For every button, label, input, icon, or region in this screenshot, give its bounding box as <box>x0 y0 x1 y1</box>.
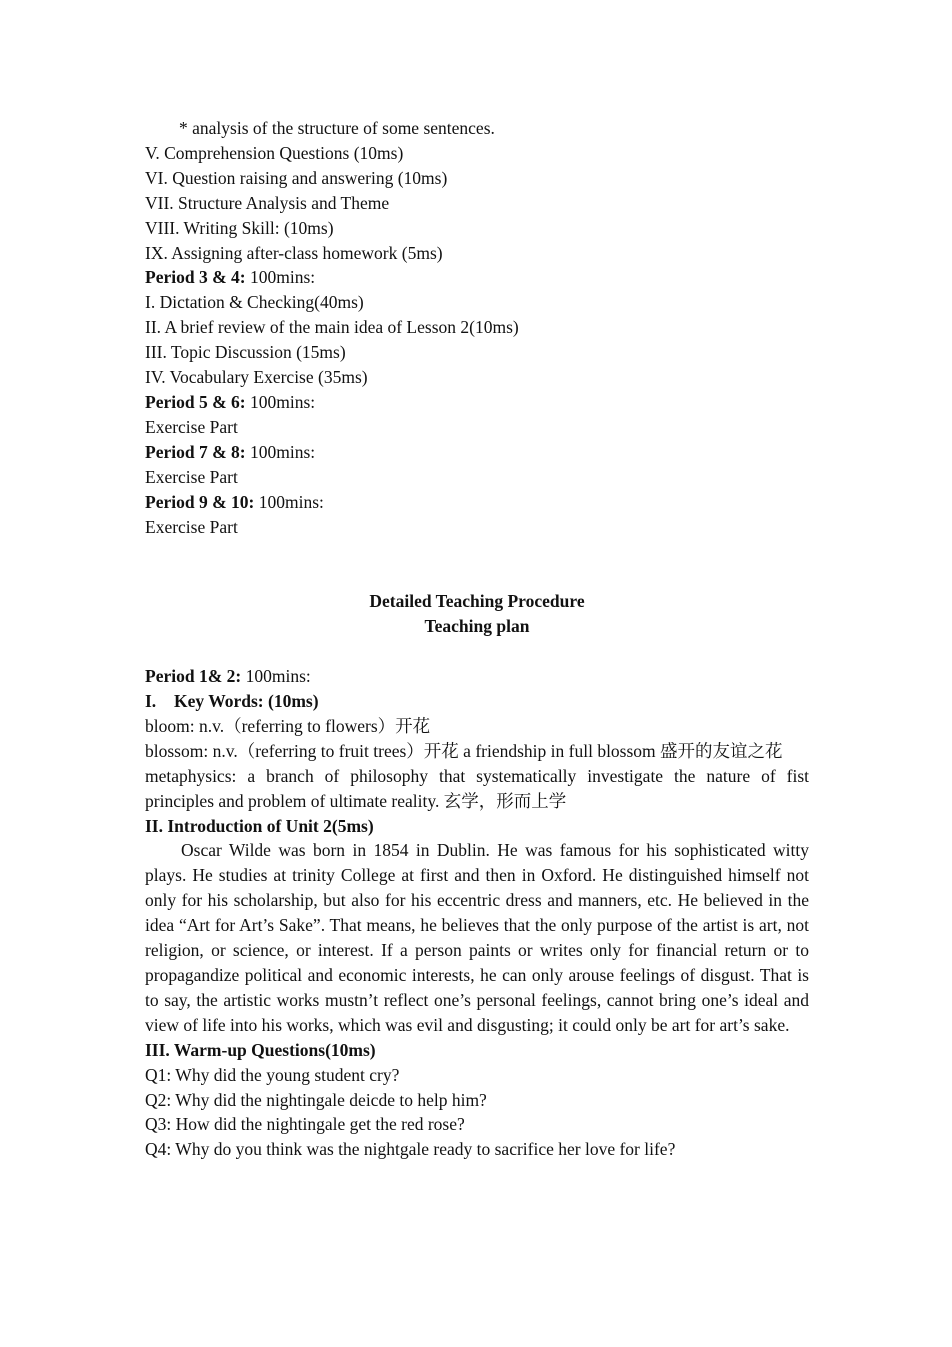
period-duration: 100mins: <box>254 491 324 512</box>
outline-item: Exercise Part <box>145 466 238 487</box>
warmup-question: Q4: Why do you think was the nightgale ready to sacrifice her love for life? <box>145 1139 676 1160</box>
period-label: Period 1& 2: <box>145 666 242 687</box>
outline-item: III. Topic Discussion (15ms) <box>145 342 346 363</box>
warmup-question: Q3: How did the nightingale get the red rose? <box>145 1114 465 1135</box>
warmup-heading: III. Warm-up Questions(10ms) <box>145 1039 376 1060</box>
outline-item: II. A brief review of the main idea of Lesson 2(10ms) <box>145 317 519 338</box>
period-1-2-heading <box>145 664 809 689</box>
outline-item: IV. Vocabulary Exercise (35ms) <box>145 367 368 388</box>
section-subtitle: Teaching plan <box>424 616 530 637</box>
period-label: Period 3 & 4: <box>145 267 246 288</box>
period-duration: 100mins: <box>245 441 316 462</box>
key-word-entry: bloom: n.v.（referring to flowers）开花 <box>145 715 431 736</box>
warmup-question: Q1: Why did the young student cry? <box>145 1064 400 1085</box>
document-page <box>145 116 809 1162</box>
period-5-6-heading <box>145 390 809 415</box>
outline-item: Exercise Part <box>145 516 238 537</box>
heading-text: Key Words: (10ms) <box>174 691 319 712</box>
key-word-entry: metaphysics: a branch of philosophy that systematically investigate the nature of fist principles and problem of ultimate reality. 玄学，形而上学 <box>145 765 809 811</box>
introduction-heading: II. Introduction of Unit 2(5ms) <box>145 815 374 836</box>
heading-number: I. <box>145 691 157 712</box>
warmup-question: Q2: Why did the nightingale deicde to help him? <box>145 1089 487 1110</box>
spacer <box>145 639 809 664</box>
period-label: Period 9 & 10: <box>145 491 255 512</box>
spacer <box>145 539 809 589</box>
key-word-entry: blossom: n.v.（referring to fruit trees）开花 a friendship in full blossom 盛开的友谊之花 <box>145 740 783 761</box>
outline-item: VI. Question raising and answering (10ms) <box>145 167 448 188</box>
outline-item: V. Comprehension Questions (10ms) <box>145 142 404 163</box>
outline-item: Exercise Part <box>145 416 238 437</box>
period-duration: 100mins: <box>241 666 311 687</box>
period-duration: 100mins: <box>245 267 316 288</box>
outline-item: VIII. Writing Skill: (10ms) <box>145 217 334 238</box>
outline-item: IX. Assigning after-class homework (5ms) <box>145 242 443 263</box>
period-9-10-heading <box>145 490 809 515</box>
period-duration: 100mins: <box>245 391 316 412</box>
outline-item: I. Dictation & Checking(40ms) <box>145 292 364 313</box>
outline-item-asterisk: * analysis of the structure of some sentences. <box>179 118 495 138</box>
period-label: Period 5 & 6: <box>145 391 246 412</box>
period-label: Period 7 & 8: <box>145 441 246 462</box>
introduction-paragraph: Oscar Wilde was born in 1854 in Dublin. He was famous for his sophisticated witty plays. He studies at trinity College at first and then in Oxford. He distinguished himself not only for his scholarship, but also for his eccentric dress and manners, etc. He believed in the idea “Art for Art’s Sake”. That means, he believes that the only purpose of the artist is art, not religion, or science, or interest. If a person paints or writes only for financial return or to propagandize political and economic interests, he can only arouse feelings of disgust. That is to say, the artistic works mustn’t reflect one’s personal feelings, cannot bring one’s ideal and view of life into his works, which was evil and disgusting; it could only be art for art’s sake. <box>145 840 809 1035</box>
period-7-8-heading <box>145 440 809 465</box>
key-words-heading <box>145 689 809 714</box>
outline-item: VII. Structure Analysis and Theme <box>145 192 390 213</box>
section-title: Detailed Teaching Procedure <box>369 591 585 612</box>
period-3-4-heading <box>145 265 809 290</box>
